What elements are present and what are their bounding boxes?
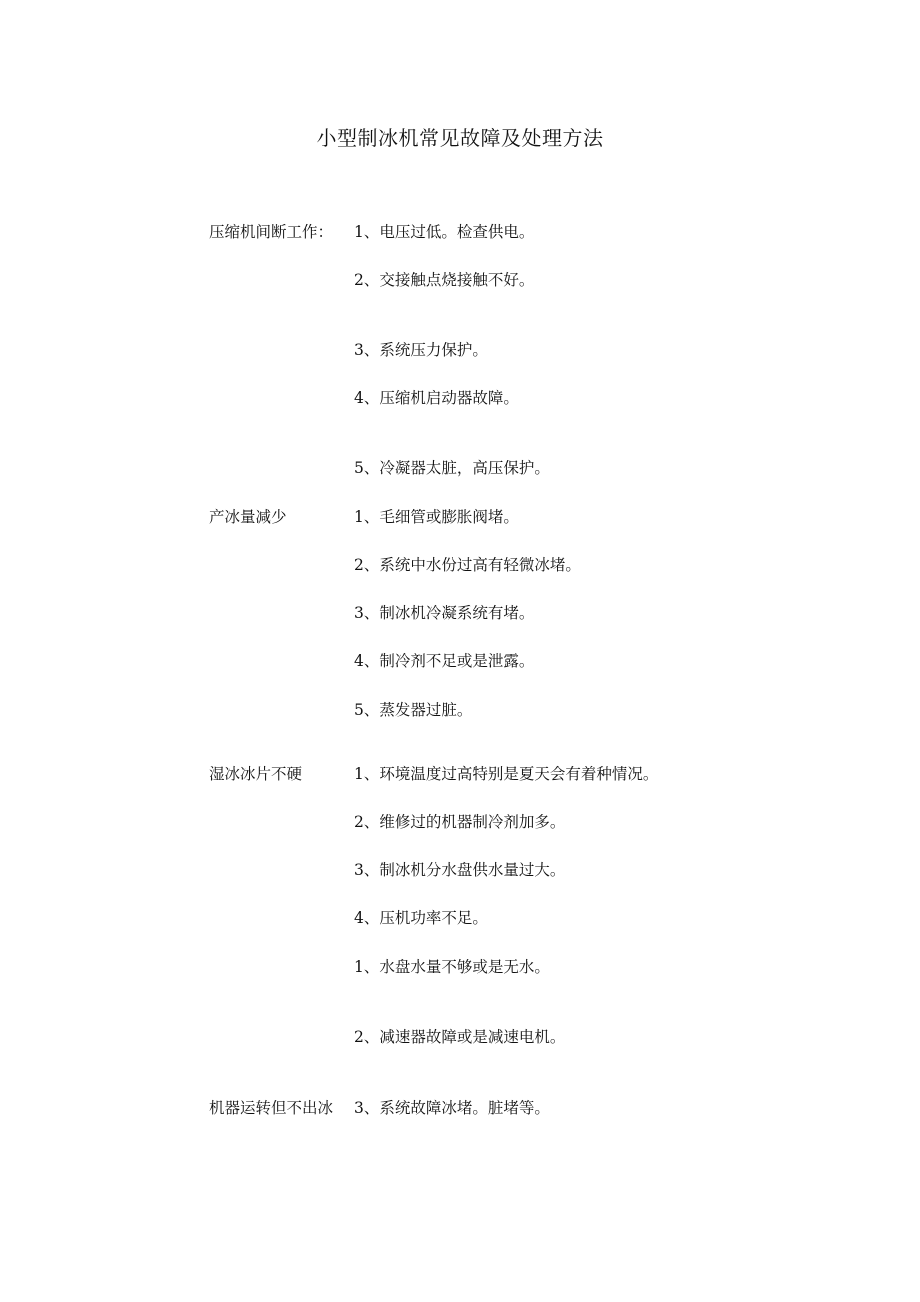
- fault-row: [0, 698, 920, 722]
- fault-row: [0, 338, 920, 362]
- fault-row: [0, 553, 920, 577]
- fault-row: [0, 858, 920, 882]
- fault-row: [0, 649, 920, 673]
- fault-category-label: 产冰量减少: [209, 508, 287, 526]
- fault-row: [0, 505, 920, 529]
- fault-row: [0, 386, 920, 410]
- fault-row: [0, 1096, 920, 1120]
- fault-row: [0, 456, 920, 480]
- fault-cause-item: 4、压缩机启动器故障。: [354, 389, 519, 407]
- fault-category-label: 压缩机间断工作：: [209, 223, 334, 241]
- fault-row: [0, 906, 920, 930]
- fault-cause-item: 5、冷凝器太脏，高压保护。: [354, 459, 550, 477]
- fault-cause-item: 3、系统压力保护。: [354, 341, 488, 359]
- fault-cause-item: 3、系统故障冰堵。脏堵等。: [354, 1099, 550, 1117]
- fault-row: [0, 810, 920, 834]
- fault-cause-item: 3、制冰机冷凝系统有堵。: [354, 604, 535, 622]
- fault-category-label: 湿冰冰片不硬: [209, 765, 303, 783]
- fault-cause-item: 3、制冰机分水盘供水量过大。: [354, 861, 566, 879]
- fault-row: [0, 762, 920, 786]
- fault-cause-item: 4、制冷剂不足或是泄露。: [354, 652, 535, 670]
- fault-row: [0, 955, 920, 979]
- fault-cause-item: 2、交接触点烧接触不好。: [354, 271, 535, 289]
- fault-category-label: 机器运转但不出冰: [209, 1099, 334, 1117]
- fault-cause-item: 5、蒸发器过脏。: [354, 701, 473, 719]
- page-title: 小型制冰机常见故障及处理方法: [316, 126, 604, 150]
- fault-row: [0, 220, 920, 244]
- fault-cause-item: 2、系统中水份过高有轻微冰堵。: [354, 556, 581, 574]
- fault-cause-item: 1、电压过低。检查供电。: [354, 223, 535, 241]
- fault-cause-item: 2、维修过的机器制冷剂加多。: [354, 813, 566, 831]
- fault-row: [0, 601, 920, 625]
- fault-cause-item: 1、环境温度过高特别是夏天会有着种情况。: [354, 765, 659, 783]
- fault-cause-item: 2、减速器故障或是减速电机。: [354, 1028, 566, 1046]
- fault-cause-item: 4、压机功率不足。: [354, 909, 488, 927]
- fault-cause-item: 1、毛细管或膨胀阀堵。: [354, 508, 519, 526]
- fault-cause-item: 1、水盘水量不够或是无水。: [354, 958, 550, 976]
- fault-row: [0, 268, 920, 292]
- fault-row: [0, 1025, 920, 1049]
